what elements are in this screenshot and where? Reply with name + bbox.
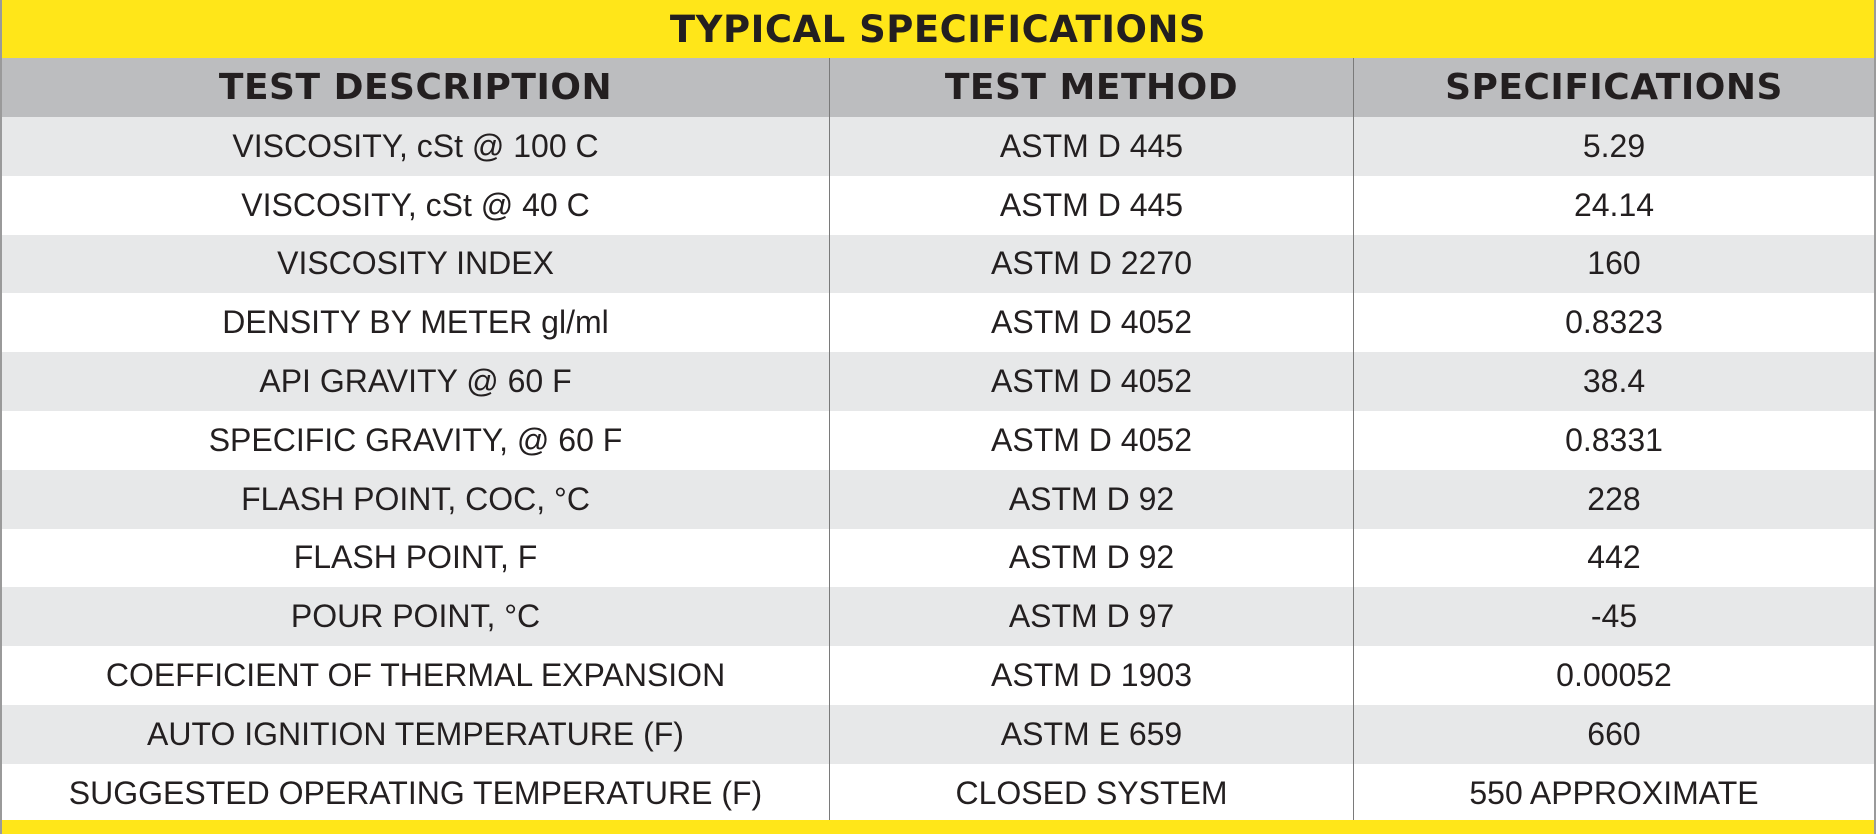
specification-value-cell: 550 APPROXIMATE [1353,764,1874,823]
table-row [2,529,1874,588]
specification-value-cell: 660 [1353,705,1874,764]
test-description-cell: AUTO IGNITION TEMPERATURE (F) [147,715,684,752]
test-description-cell: SUGGESTED OPERATING TEMPERATURE (F) [68,774,763,811]
test-description-cell: VISCOSITY, cSt @ 40 C [241,186,590,223]
table-row [2,764,1874,823]
specification-value-cell: 0.00052 [1353,646,1874,705]
specification-value-cell: 228 [1353,470,1874,529]
table-title: TYPICAL SPECIFICATIONS [2,0,1874,58]
test-description-cell: SPECIFIC GRAVITY, @ 60 F [208,421,623,458]
specification-value-cell: 0.8331 [1353,411,1874,470]
test-method-cell: ASTM D 4052 [829,293,1353,352]
table-row [2,470,1874,529]
test-description-cell: POUR POINT, °C [290,598,541,635]
header-specifications: SPECIFICATIONS [1353,58,1874,117]
test-method-cell: ASTM D 4052 [829,352,1353,411]
test-method-cell: ASTM D 445 [829,176,1353,235]
table-row [2,587,1874,646]
test-description-cell: FLASH POINT, COC, °C [241,480,590,517]
table-row [2,411,1874,470]
specification-value-cell: 5.29 [1353,117,1874,176]
test-method-cell: ASTM D 1903 [829,646,1353,705]
specification-value-cell: -45 [1353,587,1874,646]
table-header-row [2,58,1874,117]
table-row [2,176,1874,235]
test-description-cell: VISCOSITY, cSt @ 100 C [232,127,599,164]
test-method-cell: ASTM D 445 [829,117,1353,176]
test-method-cell: ASTM D 2270 [829,235,1353,294]
specification-value-cell: 442 [1353,529,1874,588]
bottom-accent-bar [2,820,1874,834]
test-description-cell: API GRAVITY @ 60 F [259,363,572,400]
table-row [2,352,1874,411]
test-description-cell: DENSITY BY METER gl/ml [222,304,609,341]
table-body [2,117,1874,823]
table-row [2,646,1874,705]
test-method-cell: ASTM D 92 [829,470,1353,529]
specification-value-cell: 0.8323 [1353,293,1874,352]
specification-value-cell: 38.4 [1353,352,1874,411]
table-row [2,235,1874,294]
header-test-method: TEST METHOD [829,58,1353,117]
test-method-cell: ASTM D 92 [829,529,1353,588]
table-row [2,705,1874,764]
test-description-cell: FLASH POINT, F [293,539,538,576]
specification-value-cell: 24.14 [1353,176,1874,235]
table-row [2,293,1874,352]
test-method-cell: CLOSED SYSTEM [829,764,1353,823]
specification-value-cell: 160 [1353,235,1874,294]
test-description-cell: COEFFICIENT OF THERMAL EXPANSION [105,657,726,694]
test-method-cell: ASTM E 659 [829,705,1353,764]
header-test-description: TEST DESCRIPTION [218,67,613,108]
test-method-cell: ASTM D 4052 [829,411,1353,470]
table-row [2,117,1874,176]
test-description-cell: VISCOSITY INDEX [277,245,554,282]
test-method-cell: ASTM D 97 [829,587,1353,646]
